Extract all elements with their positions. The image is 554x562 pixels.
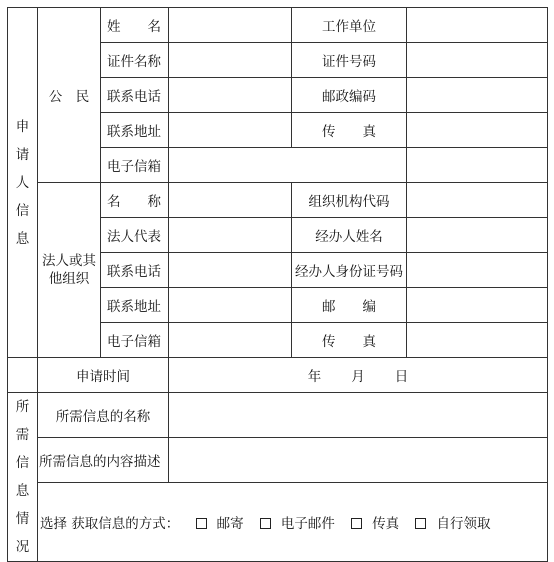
info-desc-label: 所需信息的内容描述 (38, 437, 169, 482)
method-label: 选择 获取信息的方式： (40, 515, 180, 532)
apply-day: 日 (394, 369, 409, 385)
apply-time-field[interactable] (169, 358, 548, 393)
info-desc-row (8, 437, 548, 482)
method-self-pickup-checkbox[interactable] (415, 518, 426, 529)
apply-month: 月 (351, 369, 365, 385)
org-email-field[interactable] (169, 323, 292, 358)
method-fax-checkbox[interactable] (351, 518, 362, 529)
info-section-label: 所需信息情况 (8, 393, 38, 562)
method-mail-label: 邮寄 (216, 515, 244, 532)
org-handler-id-field[interactable] (407, 253, 548, 288)
method-self-pickup-label: 自行领取 (436, 515, 491, 532)
info-name-label: 所需信息的名称 (38, 393, 169, 438)
citizen-email-label: 电子信箱 (101, 148, 169, 183)
org-code-label: 组织机构代码 (292, 183, 407, 218)
apply-time-label: 申请时间 (38, 358, 169, 393)
citizen-address-label: 联系地址 (101, 113, 169, 148)
method-fax-label: 传真 (372, 515, 400, 532)
org-handler-id-label: 经办人身份证号码 (292, 253, 407, 288)
org-fax-field[interactable] (407, 323, 548, 358)
citizen-phone-field[interactable] (169, 78, 292, 113)
org-group-label: 法人或其他组织 (38, 183, 101, 358)
org-post-label: 邮 编 (292, 288, 407, 323)
info-desc-field[interactable] (169, 437, 548, 482)
citizen-workplace-field[interactable] (407, 8, 548, 43)
org-address-label: 联系地址 (101, 288, 169, 323)
citizen-name-field[interactable] (169, 8, 292, 43)
info-name-field[interactable] (169, 393, 548, 438)
org-handler-name-field[interactable] (407, 218, 548, 253)
org-address-field[interactable] (169, 288, 292, 323)
citizen-id-number-label: 证件号码 (292, 43, 407, 78)
citizen-group-label: 公 民 (38, 8, 101, 183)
method-email-checkbox[interactable] (260, 518, 271, 529)
citizen-name-label: 姓 名 (101, 8, 169, 43)
citizen-fax-field[interactable] (407, 113, 548, 148)
org-phone-field[interactable] (169, 253, 292, 288)
method-mail-checkbox[interactable] (196, 518, 207, 529)
method-email-label: 电子邮件 (280, 515, 335, 532)
citizen-address-field[interactable] (169, 113, 292, 148)
org-row-name (8, 183, 548, 218)
org-code-field[interactable] (407, 183, 548, 218)
citizen-email-extra-field[interactable] (407, 148, 548, 183)
citizen-workplace-label: 工作单位 (292, 8, 407, 43)
citizen-phone-label: 联系电话 (101, 78, 169, 113)
info-method-cell (38, 482, 548, 561)
citizen-row-name (8, 8, 548, 43)
apply-time-row (8, 358, 548, 393)
org-name-field[interactable] (169, 183, 292, 218)
citizen-fax-label: 传 真 (292, 113, 407, 148)
citizen-postal-code-field[interactable] (407, 78, 548, 113)
applicant-section-label: 申请人信息 (8, 8, 38, 358)
apply-time-left-blank (8, 358, 38, 393)
org-legal-rep-field[interactable] (169, 218, 292, 253)
citizen-email-field[interactable] (169, 148, 407, 183)
org-name-label: 名 称 (101, 183, 169, 218)
citizen-id-number-field[interactable] (407, 43, 548, 78)
info-method-row (8, 482, 548, 561)
org-post-field[interactable] (407, 288, 548, 323)
org-legal-rep-label: 法人代表 (101, 218, 169, 253)
citizen-id-type-label: 证件名称 (101, 43, 169, 78)
org-handler-name-label: 经办人姓名 (292, 218, 407, 253)
citizen-postal-code-label: 邮政编码 (292, 78, 407, 113)
org-phone-label: 联系电话 (101, 253, 169, 288)
application-form (7, 7, 548, 562)
org-fax-label: 传 真 (292, 323, 407, 358)
citizen-id-type-field[interactable] (169, 43, 292, 78)
org-email-label: 电子信箱 (101, 323, 169, 358)
apply-year: 年 (307, 369, 322, 385)
info-name-row (8, 393, 548, 438)
